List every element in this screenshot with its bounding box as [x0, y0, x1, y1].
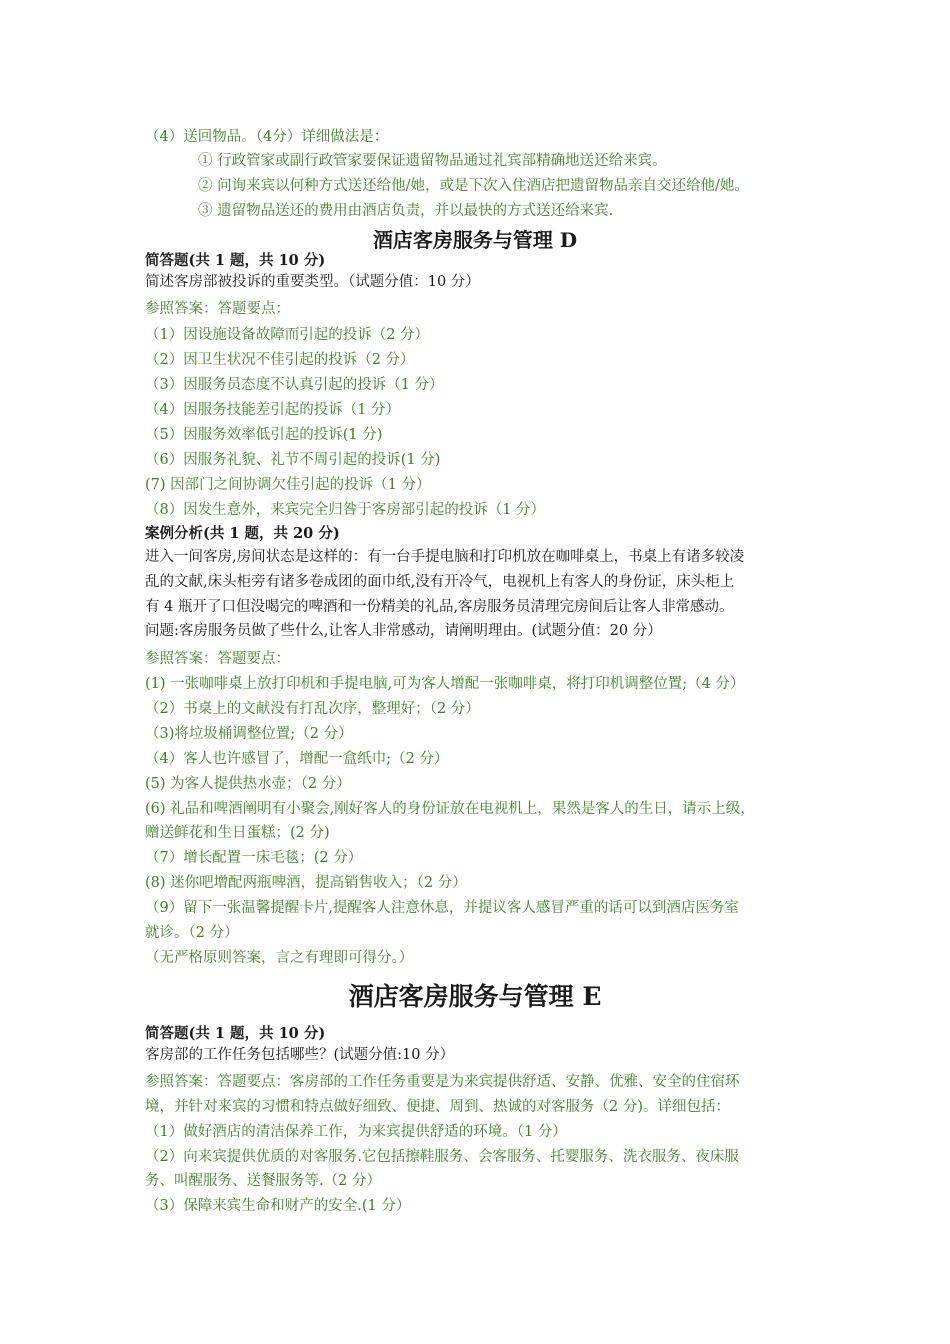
- list-item: 务、叫醒服务、送餐服务等.（2 分）: [145, 1173, 381, 1189]
- question-text: 客房部的工作任务包括哪些？(试题分值:10 分）: [145, 1047, 455, 1063]
- answer-line: 境，并针对来宾的习惯和特点做好细致、便捷、周到、热诚的对客服务（2 分)。详细包括：: [145, 1099, 730, 1115]
- list-item: （2）向来宾提供优质的对客服务.它包括擦鞋服务、会客服务、托婴服务、洗衣服务、夜床服: [145, 1149, 739, 1165]
- question-heading: 简答题(共 1 题，共 10 分): [145, 1025, 326, 1042]
- list-item: （1）做好酒店的清洁保养工作，为来宾提供舒适的环境。（1 分）: [145, 1124, 567, 1140]
- list-item: (7) 因部门之间协调欠佳引起的投诉（1 分）: [145, 477, 431, 493]
- section-title: 酒店客房服务与管理 D: [372, 228, 578, 252]
- list-item: （3）因服务员态度不认真引起的投诉（1 分）: [145, 377, 444, 393]
- case-text-line: 问题:客房服务员做了些什么,让客人非常感动，请阐明理由。(试题分值：20 分）: [145, 623, 662, 639]
- list-item: （无严格原则答案，言之有理即可得分。）: [145, 950, 414, 966]
- list-item: (8) 迷你吧增配两瓶啤酒，提高销售收入；（2 分）: [145, 875, 467, 891]
- list-item: （4）因服务技能差引起的投诉（1 分）: [145, 402, 401, 418]
- list-item: （2）因卫生状况不佳引起的投诉（2 分）: [145, 352, 415, 368]
- question-text: 简述客房部被投诉的重要类型。（试题分值：10 分）: [145, 274, 480, 290]
- case-text-line: 乱的文献,床头柜旁有诸多卷成团的面巾纸,没有开冷气，电视机上有客人的身份证，床头柜上: [145, 574, 735, 590]
- list-item: 赠送鲜花和生日蛋糕；(2 分): [145, 825, 330, 841]
- list-item: (5) 为客人提供热水壶；（2 分）: [145, 776, 351, 792]
- answer-label: 参照答案：答题要点：: [145, 301, 290, 317]
- list-item: ③ 遗留物品送还的费用由酒店负责，并以最快的方式送还给来宾.: [198, 203, 614, 219]
- case-text-line: 进入一间客房,房间状态是这样的：有一台手提电脑和打印机放在咖啡桌上，书桌上有诸多较凌: [145, 549, 745, 565]
- list-item: （3)将垃圾桶调整位置;（2 分）: [145, 726, 353, 742]
- list-item: (6) 礼品和啤酒阐明有小聚会,刚好客人的身份证放在电视机上，果然是客人的生日，请示上级，: [145, 801, 755, 817]
- list-item: （7）增长配置一床毛毯；(2 分）: [145, 850, 363, 866]
- question-heading: 简答题(共 1 题，共 10 分): [145, 252, 326, 269]
- list-item: (1) 一张咖啡桌上放打印机和手提电脑,可为客人增配一张咖啡桌，将打印机调整位置;（4 分）: [145, 676, 745, 692]
- list-item: （2）书桌上的文献没有打乱次序，整理好；（2 分）: [145, 701, 480, 717]
- list-item: （5）因服务效率低引起的投诉(1 分): [145, 427, 383, 443]
- list-item: （3）保障来宾生命和财产的安全.(1 分）: [145, 1198, 411, 1214]
- section-header: （4）送回物品。（4分）详细做法是：: [145, 129, 389, 145]
- list-item: （8）因发生意外，来宾完全归咎于客房部引起的投诉（1 分）: [145, 502, 546, 518]
- list-item: （9）留下一张温馨提醒卡片,提醒客人注意休息，并提议客人感冒严重的话可以到酒店医务室: [145, 900, 739, 916]
- case-text-line: 有 4 瓶开了口但没喝完的啤酒和一份精美的礼品,客房服务员清理完房间后让客人非常感动。: [145, 599, 734, 615]
- list-item: ② 问询来宾以何种方式送还给他/她，或是下次入住酒店把遗留物品亲自交还给他/她。: [198, 178, 749, 194]
- list-item: （6）因服务礼貌、礼节不周引起的投诉(1 分): [145, 452, 441, 468]
- section-title: 酒店客房服务与管理 E: [348, 982, 602, 1011]
- list-item: （4）客人也许感冒了，增配一盒纸巾;（2 分）: [145, 751, 449, 767]
- answer-label: 参照答案：答题要点：: [145, 651, 290, 667]
- list-item: （1）因设施设备故障而引起的投诉（2 分）: [145, 327, 430, 343]
- list-item: ① 行政管家或副行政管家要保证遗留物品通过礼宾部精确地送还给来宾。: [198, 153, 667, 169]
- answer-line: 参照答案：答题要点：客房部的工作任务重要是为来宾提供舒适、安静、优雅、安全的住宿环: [145, 1074, 740, 1090]
- list-item: 就诊。（2 分）: [145, 925, 239, 941]
- question-heading: 案例分析(共 1 题，共 20 分): [145, 525, 340, 542]
